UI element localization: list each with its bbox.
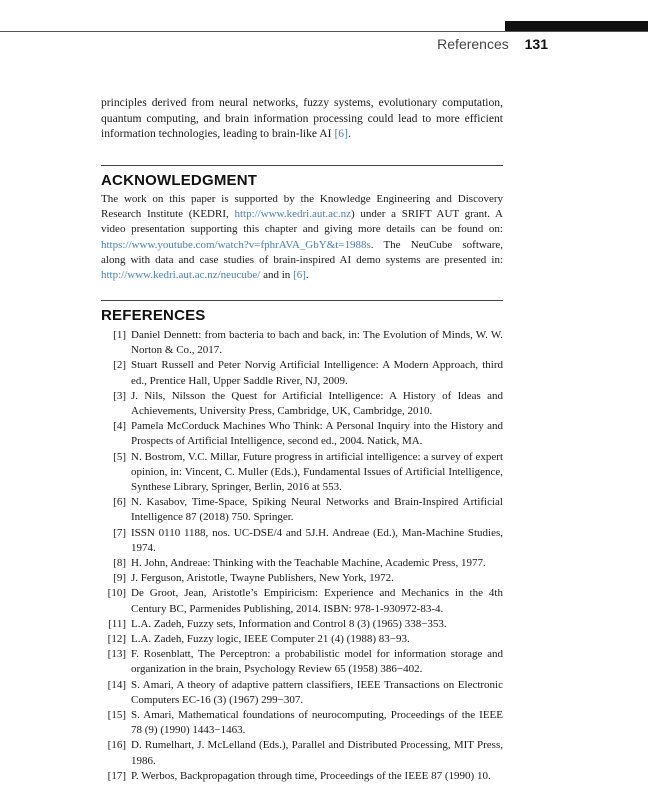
reference-text: H. John, Andreae: Thinking with the Teachable Machine, Academic Press, 1977. xyxy=(131,557,486,570)
reference-text: N. Bostrom, V.C. Millar, Future progress in artificial intelligence: a survey of expert opinion, in: Vincent, C. Muller (Eds.), Fundamental Issues of Artificial Intelligence, Synthese Library, Springer, Berlin, 2016 at 553. xyxy=(131,450,503,494)
neucube-link[interactable]: http://www.kedri.aut.ac.nz/neucube/ xyxy=(101,269,261,282)
reference-item xyxy=(101,450,503,496)
reference-number: [12] xyxy=(107,633,126,646)
kedri-link[interactable]: http://www.kedri.aut.ac.nz xyxy=(234,208,352,221)
reference-text: S. Amari, A theory of adaptive pattern classifiers, IEEE Transactions on Electronic Computers EC-16 (3) (1967) 299−307. xyxy=(131,678,503,706)
reference-text: Stuart Russell and Peter Norvig Artificial Intelligence: A Modern Approach, third ed., Prentice Hall, Upper Saddle River, NJ, 2009. xyxy=(131,359,503,387)
reference-text: S. Amari, Mathematical foundations of neurocomputing, Proceedings of the IEEE 78 (9) (1990) 1443−1463. xyxy=(131,709,503,737)
reference-number: [16] xyxy=(107,739,126,752)
reference-number: [7] xyxy=(113,526,126,539)
references-heading: REFERENCES xyxy=(101,307,206,324)
reference-number: [4] xyxy=(113,420,126,433)
reference-item xyxy=(101,419,503,449)
reference-item xyxy=(101,769,503,784)
reference-number: [11] xyxy=(108,617,126,630)
reference-item xyxy=(101,647,503,677)
reference-list xyxy=(101,328,503,784)
reference-item xyxy=(101,571,503,586)
ack-text-5: . xyxy=(305,269,309,282)
reference-text: D. Rumelhart, J. McLelland (Eds.), Parallel and Distributed Processing, MIT Press, 1986. xyxy=(131,739,503,767)
header-bar xyxy=(505,21,648,31)
reference-item xyxy=(101,389,503,419)
reference-number: [13] xyxy=(107,648,126,661)
ack-text-4: and in xyxy=(260,269,294,282)
reference-number: [5] xyxy=(113,450,126,463)
reference-text: F. Rosenblatt, The Perceptron: a probabilistic model for information storage and organization in the brain, Psychology Review 65 (1958) 386−402. xyxy=(131,648,503,676)
reference-number: [17] xyxy=(107,769,126,782)
reference-item xyxy=(101,738,503,768)
reference-text: L.A. Zadeh, Fuzzy sets, Information and Control 8 (3) (1965) 338−353. xyxy=(131,617,447,630)
section-title: References xyxy=(437,36,509,52)
reference-item xyxy=(101,632,503,647)
page-number: 131 xyxy=(524,36,548,52)
reference-text: P. Werbos, Backpropagation through time, Proceedings of the IEEE 87 (1990) 10. xyxy=(131,769,491,782)
running-head xyxy=(437,36,548,52)
ack-citation-link[interactable]: [6] xyxy=(293,269,306,282)
reference-text: J. Ferguson, Aristotle, Twayne Publishers, New York, 1972. xyxy=(131,572,394,585)
reference-text: J. Nils, Nilsson the Quest for Artificial Intelligence: A History of Ideas and Achievements, University Press, Cambridge, UK, Cambridge, 2010. xyxy=(131,389,503,418)
section-divider-ack xyxy=(101,165,503,166)
ack-text-2: ) under a SRIFT AUT grant. A video presentation supporting this chapter and giving more details can be found on: xyxy=(101,208,503,236)
intro-paragraph xyxy=(101,95,503,142)
reference-item xyxy=(101,586,503,616)
reference-number: [10] xyxy=(107,587,126,600)
reference-number: [14] xyxy=(107,678,126,691)
reference-text: ISSN 0110 1188, nos. UC-DSE/4 and 5J.H. Andreae (Ed.), Man-Machine Studies, 1974. xyxy=(131,526,503,554)
reference-item xyxy=(101,708,503,738)
intro-text-end: . xyxy=(347,127,351,141)
reference-number: [2] xyxy=(113,359,126,372)
header-rule xyxy=(0,31,648,32)
reference-number: [15] xyxy=(107,709,126,722)
reference-item xyxy=(101,358,503,388)
acknowledgment-heading: ACKNOWLEDGMENT xyxy=(101,172,258,189)
reference-number: [1] xyxy=(113,329,126,341)
reference-text: Daniel Dennett: from bacteria to bach and back, in: The Evolution of Minds, W. W. Norton & Co., 2017. xyxy=(131,329,503,357)
section-divider-refs xyxy=(101,300,503,301)
reference-text: De Groot, Jean, Aristotle’s Empiricism: Experience and Mechanics in the 4th Century BC, Parmenides Publishing, 2014. ISBN: 978-1-930972-83-4. xyxy=(131,587,503,615)
reference-number: [9] xyxy=(113,572,126,585)
reference-number: [8] xyxy=(113,557,126,570)
intro-text: principles derived from neural networks, fuzzy systems, evolutionary computation, quantum computing, and brain information processing could lead to more efficient information technologies, leading to brain-like AI xyxy=(101,96,503,141)
reference-number: [3] xyxy=(113,389,126,402)
ack-text-3: . The NeuCube software, along with data and case studies of brain-inspired AI demo systems are presented in: xyxy=(101,238,503,266)
reference-item xyxy=(101,678,503,708)
reference-text: L.A. Zadeh, Fuzzy logic, IEEE Computer 21 (4) (1988) 83−93. xyxy=(131,633,410,646)
reference-item xyxy=(101,495,503,525)
reference-item xyxy=(101,328,503,358)
reference-item xyxy=(101,617,503,632)
ack-text-1: The work on this paper is supported by the Knowledge Engineering and Discovery Research Institute (KEDRI, xyxy=(101,193,503,221)
reference-text: Pamela McCorduck Machines Who Think: A Personal Inquiry into the History and Prospects of Artificial Intelligence, second ed., 2004. Natick, MA. xyxy=(131,420,503,448)
youtube-link[interactable]: https://www.youtube.com/watch?v=fphrAVA_GbY&t=1988s xyxy=(101,238,371,251)
reference-item xyxy=(101,556,503,571)
intro-citation-link[interactable]: [6] xyxy=(334,127,348,141)
acknowledgment-paragraph xyxy=(101,192,503,283)
reference-text: N. Kasabov, Time-Space, Spiking Neural Networks and Brain-Inspired Artificial Intelligence 87 (2018) 750. Springer. xyxy=(131,496,503,524)
reference-number: [6] xyxy=(113,496,126,509)
reference-item xyxy=(101,526,503,556)
